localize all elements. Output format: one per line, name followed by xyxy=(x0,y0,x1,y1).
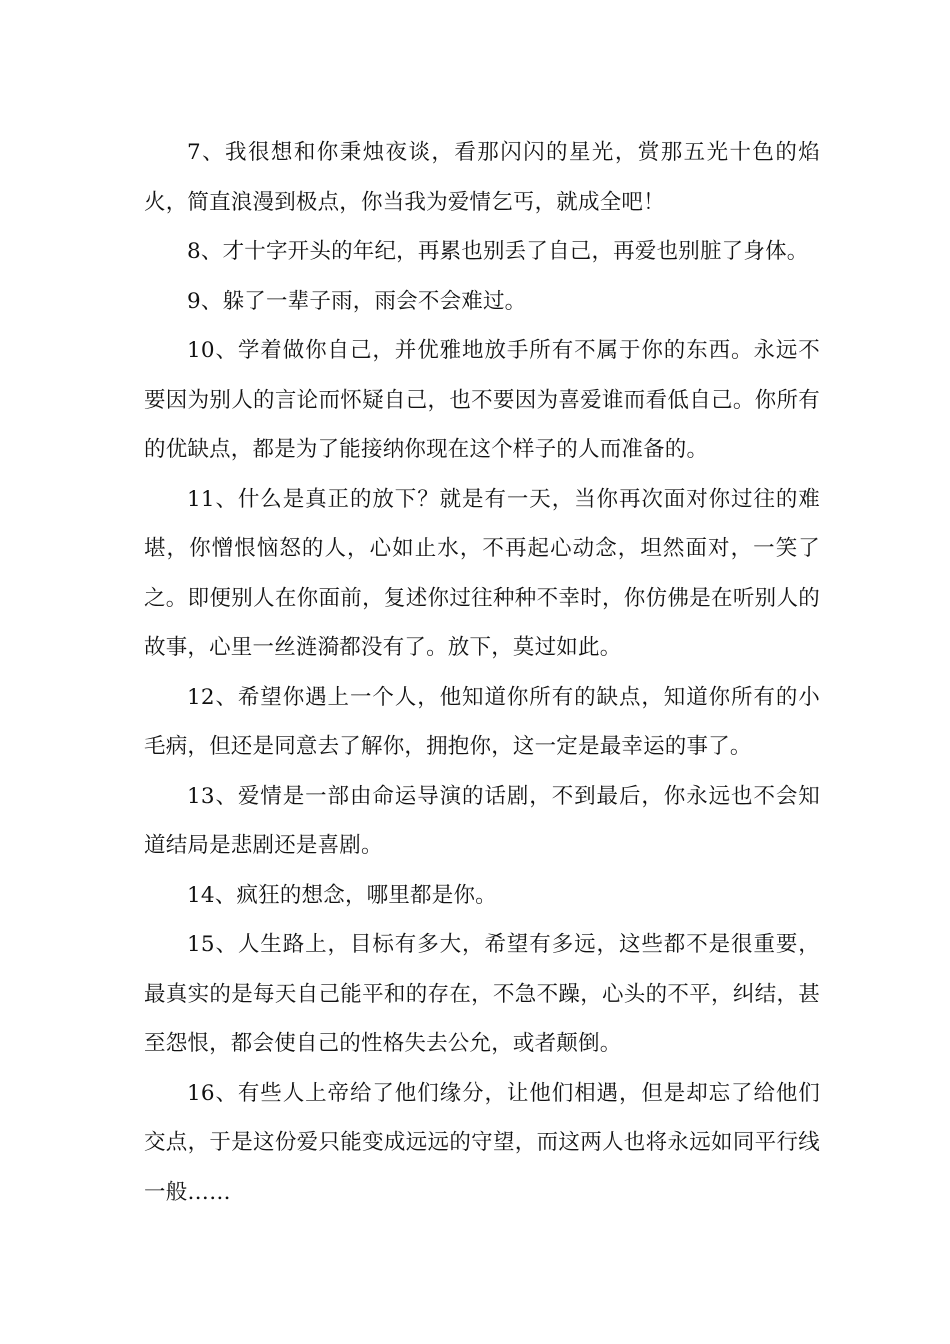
paragraph-14: 14、疯狂的想念，哪里都是你。 xyxy=(187,882,497,908)
document-body xyxy=(144,128,820,1217)
paragraph-13: 13、爱情是一部由命运导演的话剧，不到最后，你永远也不会知道结局是悲剧还是喜剧。 xyxy=(144,783,820,858)
paragraph-7: 7、我很想和你秉烛夜谈，看那闪闪的星光，赏那五光十色的焰火，简直浪漫到极点，你当我为爱情乞丐，就成全吧！ xyxy=(144,140,820,215)
paragraph-10: 10、学着做你自己，并优雅地放手所有不属于你的东西。永远不要因为别人的言论而怀疑自己，也不要因为喜爱谁而看低自己。你所有的优缺点，都是为了能接纳你现在这个样子的人而准备的。 xyxy=(144,338,820,462)
paragraph-8: 8、才十字开头的年纪，再累也别丢了自己，再爱也别脏了身体。 xyxy=(187,239,809,264)
paragraph-9: 9、躲了一辈子雨，雨会不会难过。 xyxy=(187,288,527,314)
paragraph-15: 15、人生路上，目标有多大，希望有多远，这些都不是很重要，最真实的是每天自己能平和的存在，不急不躁，心头的不平，纠结，甚至怨恨，都会使自己的性格失去公允，或者颠倒。 xyxy=(144,932,820,1056)
paragraph-16: 16、有些人上帝给了他们缘分，让他们相遇，但是却忘了给他们交点，于是这份爱只能变成远远的守望，而这两人也将永远如同平行线一般…… xyxy=(144,1080,820,1205)
paragraph-11: 11、什么是真正的放下？就是有一天，当你再次面对你过往的难堪，你憎恨恼怒的人，心如止水，不再起心动念，坦然面对，一笑了之。即便别人在你面前，复述你过往种种不幸时，你仿佛是在听别人的故事，心里一丝涟漪都没有了。放下，莫过如此。 xyxy=(144,486,820,660)
paragraph-12: 12、希望你遇上一个人，他知道你所有的缺点，知道你所有的小毛病，但还是同意去了解你，拥抱你，这一定是最幸运的事了。 xyxy=(144,684,820,759)
